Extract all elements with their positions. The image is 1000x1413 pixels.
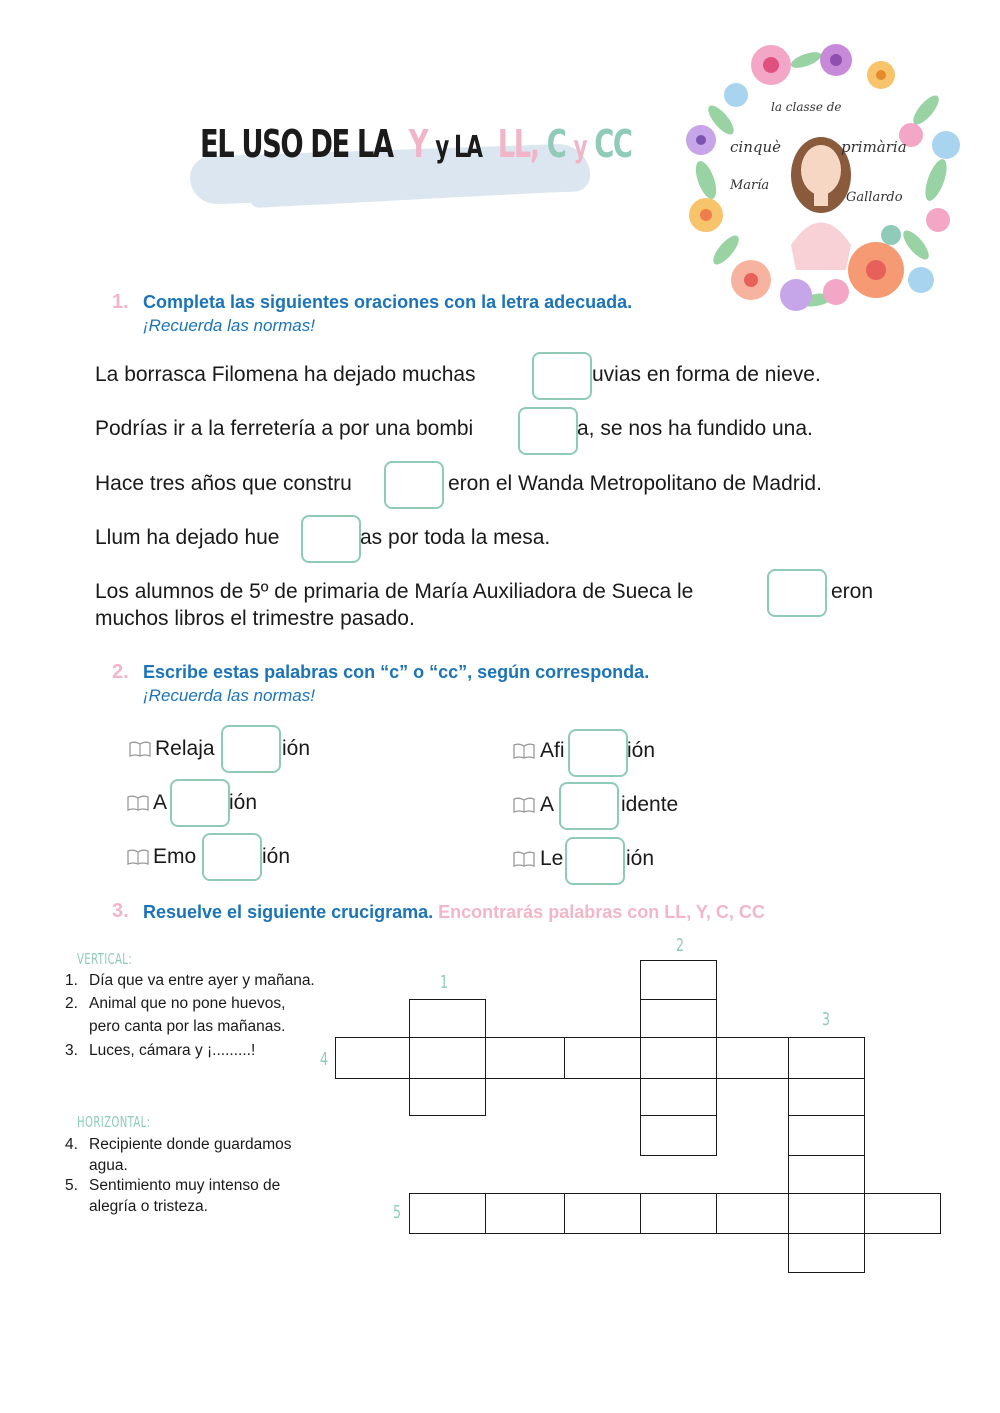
crossword-cell[interactable] [788, 1078, 865, 1116]
class-logo [676, 30, 966, 320]
section2-subheading: ¡Recuerda las normas! [143, 686, 315, 705]
answer-box-5[interactable] [767, 569, 827, 617]
section2-heading: Escribe estas palabras con “c” o “cc”, según corresponda. [143, 662, 650, 682]
answer-box-1[interactable] [532, 352, 592, 400]
answer-box-3[interactable] [384, 461, 444, 509]
horizontal-title: HORIZONTAL: [77, 1113, 151, 1131]
crossword-cell[interactable] [788, 1155, 865, 1194]
crossword-cell[interactable] [640, 960, 717, 1000]
vertical-title: VERTICAL: [77, 950, 133, 968]
crossword-cell[interactable] [485, 1037, 565, 1079]
open-book-icon [128, 740, 152, 758]
word-box-6[interactable] [565, 837, 625, 885]
crossword-number-5: 5 [393, 1202, 402, 1223]
crossword-cell[interactable] [485, 1193, 565, 1234]
word-box-5[interactable] [202, 833, 262, 881]
word-3-before: A [153, 791, 168, 814]
word-box-3[interactable] [170, 779, 230, 827]
sentence-4-before: Llum ha dejado hue [95, 526, 280, 549]
crossword-cell[interactable] [788, 1193, 865, 1234]
open-book-icon [126, 794, 150, 812]
open-book-icon [512, 742, 536, 760]
crossword-number-2: 2 [676, 935, 685, 956]
crossword-number-4: 4 [320, 1049, 329, 1070]
title-part1: EL USO DE LA [200, 122, 393, 166]
sentence-2-before: Podrías ir a la ferretería a por una bombi [95, 417, 474, 440]
title-y2: y [573, 130, 587, 165]
title-cc: CC [594, 122, 632, 166]
section3-number: 3. [112, 900, 129, 922]
open-book-icon [512, 850, 536, 868]
crossword-cell[interactable] [564, 1037, 641, 1079]
logo-left: cinquè [730, 138, 781, 156]
word-5-before: Emo [153, 845, 197, 868]
logo-right: primària [841, 138, 907, 156]
section1-heading: Completa las siguientes oraciones con la letra adecuada. [143, 292, 633, 312]
word-6-after: ión [626, 847, 655, 870]
crossword-cell[interactable] [409, 1078, 486, 1116]
title-y-la: y LA [435, 130, 482, 165]
logo-sig-last: Gallardo [846, 190, 903, 205]
logo-sig-first: María [730, 178, 770, 193]
crossword-cell[interactable] [409, 1193, 486, 1234]
word-4-before: A [540, 793, 555, 816]
section1-number: 1. [112, 291, 129, 313]
crossword-cell[interactable] [716, 1037, 789, 1079]
sentence-3-before: Hace tres años que constru [95, 472, 352, 495]
title-c: C [546, 122, 566, 166]
crossword-number-1: 1 [440, 972, 449, 993]
crossword-cell[interactable] [640, 1037, 717, 1079]
crossword-cell[interactable] [716, 1193, 789, 1234]
section3-heading-blue: Resuelve el siguiente crucigrama. [143, 902, 434, 922]
crossword-cell[interactable] [409, 1037, 486, 1079]
sentence-5-after: eron [831, 580, 874, 603]
crossword-cell[interactable] [788, 1037, 865, 1079]
answer-box-2[interactable] [518, 407, 578, 455]
crossword-cell[interactable] [788, 1233, 865, 1273]
open-book-icon [126, 848, 150, 866]
word-box-2[interactable] [568, 729, 628, 777]
sentence-1-before: La borrasca Filomena ha dejado muchas [95, 363, 476, 386]
word-4-after: idente [621, 793, 679, 816]
sentence-1-after: uvias en forma de nieve. [592, 363, 821, 386]
word-box-1[interactable] [221, 725, 281, 773]
word-1-before: Relaja [155, 737, 215, 760]
logo-line1: la classe de [771, 100, 842, 114]
sentence-3-after: eron el Wanda Metropolitano de Madrid. [448, 472, 822, 495]
sentence-5-before: Los alumnos de 5º de primaria de María Auxiliadora de Sueca le [95, 580, 694, 603]
section1-subheading: ¡Recuerda las normas! [143, 316, 315, 335]
sentence-4-after: as por toda la mesa. [360, 526, 551, 549]
crossword-cell[interactable] [864, 1193, 941, 1234]
word-3-after: ión [229, 791, 258, 814]
title-ll: LL, [497, 122, 539, 166]
crossword-cell[interactable] [788, 1115, 865, 1156]
crossword-cell[interactable] [640, 1193, 717, 1234]
word-5-after: ión [262, 845, 291, 868]
section3-heading [143, 902, 765, 923]
answer-box-4[interactable] [301, 515, 361, 563]
section2-number: 2. [112, 661, 129, 683]
crossword-number-3: 3 [822, 1009, 831, 1030]
word-2-after: ión [627, 739, 656, 762]
open-book-icon [512, 796, 536, 814]
crossword-cell[interactable] [409, 999, 486, 1038]
title-y: Y [408, 122, 428, 166]
sentence-5-line2: muchos libros el trimestre pasado. [95, 607, 415, 630]
crossword-cell[interactable] [640, 1115, 717, 1156]
flower-wreath-icon [676, 30, 966, 320]
word-1-after: ión [282, 737, 311, 760]
crossword-cell[interactable] [335, 1037, 410, 1079]
crossword-cell[interactable] [564, 1193, 641, 1234]
crossword-cell[interactable] [640, 999, 717, 1038]
sentence-2-after: a, se nos ha fundido una. [577, 417, 813, 440]
section3-heading-pink: Encontrarás palabras con LL, Y, C, CC [438, 902, 765, 922]
crossword-cell[interactable] [640, 1078, 717, 1116]
page-title [200, 122, 632, 166]
word-2-before: Afi [540, 739, 565, 762]
word-box-4[interactable] [559, 782, 619, 830]
word-6-before: Le [540, 847, 564, 870]
